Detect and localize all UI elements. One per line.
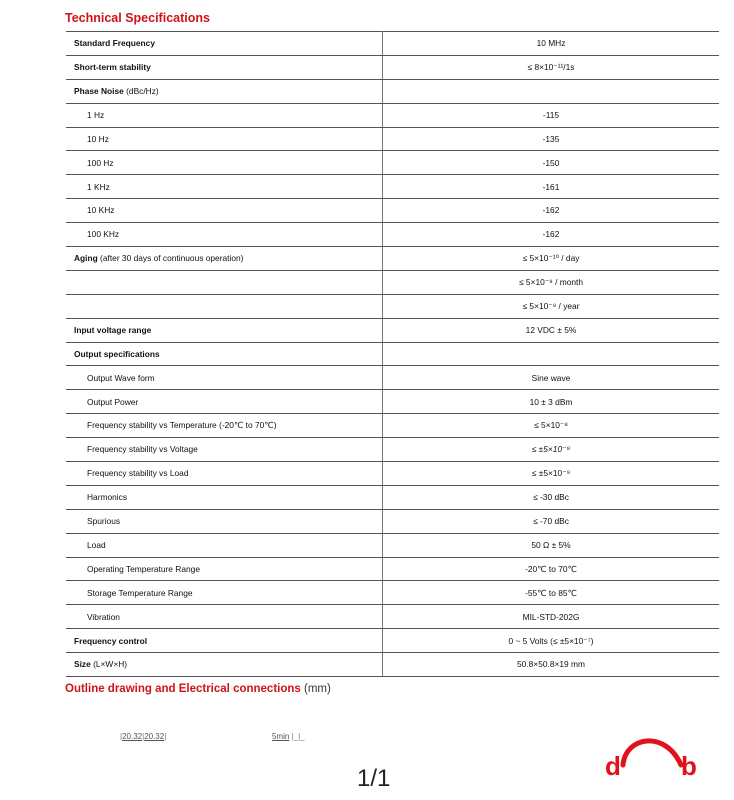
table-row — [66, 485, 719, 509]
row-label: Phase Noise — [74, 86, 124, 97]
row-value: ≤ 5×10⁻¹⁰ / day — [383, 247, 720, 271]
row-label: 10 Hz — [66, 127, 383, 151]
table-row — [66, 151, 719, 175]
row-value: -162 — [383, 223, 720, 247]
row-value: -55℃ to 85℃ — [383, 581, 720, 605]
table-row — [66, 533, 719, 557]
dimension-tick: | — [164, 732, 167, 741]
row-value: -162 — [383, 199, 720, 223]
svg-text:b: b — [681, 751, 697, 780]
row-label: Vibration — [66, 605, 383, 629]
table-row — [66, 366, 719, 390]
table-row — [66, 55, 719, 79]
table-row — [66, 79, 719, 103]
row-label: Standard Frequency — [74, 38, 155, 49]
row-label: Output Power — [66, 390, 383, 414]
table-row — [66, 557, 719, 581]
table-row — [66, 247, 719, 271]
table-row — [66, 32, 719, 56]
dimension-label-c: 5min — [272, 732, 290, 741]
row-value: ≤ 5×10⁻⁸ — [383, 414, 720, 438]
table-row — [66, 414, 719, 438]
table-row — [66, 294, 719, 318]
row-value: ≤ ±5×10⁻⁹ — [383, 462, 720, 486]
table-row — [66, 199, 719, 223]
dimension-marks — [120, 732, 166, 741]
row-value — [383, 342, 720, 366]
dimension-label-a: 20.32 — [122, 732, 143, 741]
row-label: Frequency stability vs Load — [66, 462, 383, 486]
row-label: Frequency control — [74, 635, 148, 646]
table-row — [66, 223, 719, 247]
table-row — [66, 581, 719, 605]
row-value: 10 ± 3 dBm — [383, 390, 720, 414]
row-label: 10 KHz — [66, 199, 383, 223]
row-label: Output specifications — [74, 348, 160, 359]
row-label: Operating Temperature Range — [66, 557, 383, 581]
row-value: 50 Ω ± 5% — [383, 533, 720, 557]
row-value: ≤ 5×10⁻⁹ / month — [383, 270, 720, 294]
dimension-label-b: 20.32 — [144, 732, 165, 741]
row-value: Sine wave — [383, 366, 720, 390]
row-value: -161 — [383, 175, 720, 199]
table-row — [66, 318, 719, 342]
spec-table — [66, 31, 719, 677]
row-value: ≤ 8×10⁻¹¹/1s — [383, 55, 720, 79]
table-row — [66, 629, 719, 653]
table-row — [66, 103, 719, 127]
row-label: 1 Hz — [66, 103, 383, 127]
row-label: Frequency stability vs Temperature (-20℃ to 70℃) — [66, 414, 383, 438]
row-value: -135 — [383, 127, 720, 151]
row-value: ≤ 5×10⁻⁸ / year — [383, 294, 720, 318]
row-label — [66, 270, 383, 294]
outline-heading — [65, 683, 331, 695]
row-label: Input voltage range — [74, 324, 152, 335]
row-value: -150 — [383, 151, 720, 175]
row-value: 12 VDC ± 5% — [383, 318, 720, 342]
row-value: MIL-STD-202G — [383, 605, 720, 629]
table-row — [66, 175, 719, 199]
row-value: -115 — [383, 103, 720, 127]
row-label: 100 Hz — [66, 151, 383, 175]
svg-text:d: d — [605, 751, 621, 780]
row-value: ≤ -70 dBc — [383, 509, 720, 533]
table-row — [66, 605, 719, 629]
table-row — [66, 509, 719, 533]
row-value: 10 MHz — [383, 32, 720, 56]
table-row — [66, 462, 719, 486]
row-label: Load — [66, 533, 383, 557]
outline-unit: (mm) — [300, 683, 331, 695]
row-label: 1 KHz — [66, 175, 383, 199]
row-note: (L×W×H) — [90, 659, 128, 670]
row-label: Aging — [74, 253, 98, 264]
dimension-tick: |_|_ — [289, 732, 305, 741]
row-label: Frequency stability vs Voltage — [66, 438, 383, 462]
row-value: ≤ -30 dBc — [383, 485, 720, 509]
row-note: (dBc/Hz) — [123, 86, 159, 97]
table-row — [66, 653, 719, 677]
row-label: Size — [74, 659, 91, 670]
row-label: Harmonics — [66, 485, 383, 509]
row-value: 50.8×50.8×19 mm — [383, 653, 720, 677]
headphone-logo-icon — [605, 735, 705, 785]
row-label: Storage Temperature Range — [66, 581, 383, 605]
row-value: 0 ~ 5 Volts (≤ ±5×10⁻⁷) — [383, 629, 720, 653]
page-number: 1/1 — [357, 765, 391, 792]
row-label: Spurious — [66, 509, 383, 533]
row-label — [66, 294, 383, 318]
section-title: Technical Specifications — [65, 11, 210, 25]
table-row — [66, 390, 719, 414]
row-note: (after 30 days of continuous operation) — [97, 253, 244, 264]
dimension-tick: | — [142, 732, 145, 741]
dimension-marks-min — [272, 732, 305, 741]
table-row — [66, 438, 719, 462]
row-label: 100 KHz — [66, 223, 383, 247]
table-row — [66, 342, 719, 366]
table-row — [66, 270, 719, 294]
row-value: -20℃ to 70℃ — [383, 557, 720, 581]
row-label: Output Wave form — [66, 366, 383, 390]
table-row — [66, 127, 719, 151]
dimension-tick: | — [120, 732, 123, 741]
outline-title: Outline drawing and Electrical connections — [65, 683, 301, 695]
row-value — [383, 79, 720, 103]
row-value: ≤ ±5×10⁻⁹ — [383, 438, 720, 462]
row-label: Short-term stability — [74, 62, 151, 73]
